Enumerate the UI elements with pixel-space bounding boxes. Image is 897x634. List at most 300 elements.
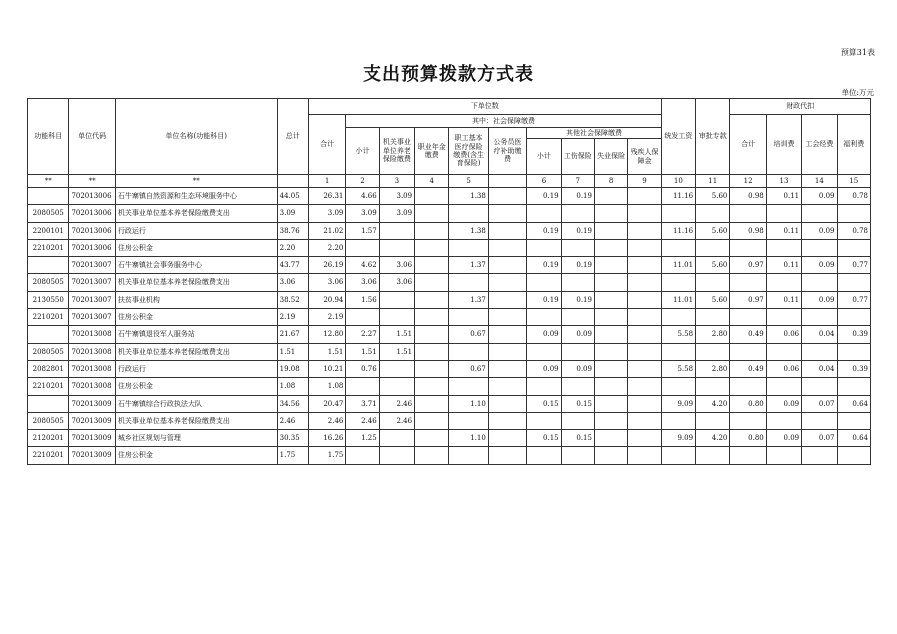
table-cell: [766, 239, 801, 256]
table-cell: 702013006: [69, 188, 115, 205]
table-cell: [449, 412, 488, 429]
table-cell: [379, 447, 414, 464]
table-cell: [379, 239, 414, 256]
table-cell: [628, 430, 661, 447]
column-index-cell: 4: [415, 175, 449, 188]
table-cell: [561, 412, 594, 429]
table-cell: [661, 309, 695, 326]
table-cell: [488, 309, 526, 326]
table-cell: 2.46: [277, 412, 308, 429]
header-pension: 机关事业单位养老保险缴费: [379, 128, 414, 175]
table-cell: 城乡社区规划与管理: [115, 430, 277, 447]
table-cell: 3.09: [277, 205, 308, 222]
table-cell: 3.09: [379, 205, 414, 222]
table-cell: 702013007: [69, 274, 115, 291]
table-cell: 702013007: [69, 309, 115, 326]
table-cell: [661, 412, 695, 429]
table-cell: [488, 326, 526, 343]
table-cell: [527, 205, 561, 222]
table-cell: 1.75: [308, 447, 345, 464]
table-cell: 0.04: [802, 326, 837, 343]
table-cell: 3.09: [346, 205, 379, 222]
column-index-cell: **: [115, 175, 277, 188]
table-cell: [628, 326, 661, 343]
table-cell: 0.15: [561, 430, 594, 447]
header-union: 工会经费: [802, 115, 837, 175]
table-cell: [28, 257, 69, 274]
table-cell: [628, 257, 661, 274]
table-cell: 0.49: [730, 326, 766, 343]
table-cell: 702013009: [69, 430, 115, 447]
table-cell: [488, 205, 526, 222]
table-cell: [661, 447, 695, 464]
table-cell: [628, 360, 661, 377]
table-cell: 34.56: [277, 395, 308, 412]
header-other-ss: 其他社会保障缴费: [527, 128, 661, 139]
table-cell: [415, 447, 449, 464]
table-cell: 机关事业单位基本养老保险缴费支出: [115, 205, 277, 222]
table-cell: [628, 205, 661, 222]
table-cell: [594, 309, 627, 326]
table-cell: [594, 205, 627, 222]
table-cell: 2.20: [308, 239, 345, 256]
table-cell: 19.08: [277, 360, 308, 377]
table-cell: 1.51: [379, 343, 414, 360]
table-cell: 2120201: [28, 430, 69, 447]
header-lower-unit: 下单位数: [308, 99, 661, 115]
table-cell: [802, 412, 837, 429]
table-cell: [802, 239, 837, 256]
table-cell: [415, 378, 449, 395]
table-cell: 住房公积金: [115, 239, 277, 256]
table-cell: 石牛寨镇自然资源和生态环境服务中心: [115, 188, 277, 205]
column-index-cell: 2: [346, 175, 379, 188]
column-index-cell: [488, 175, 526, 188]
table-cell: 702013007: [69, 257, 115, 274]
table-cell: [488, 257, 526, 274]
header-unit-code: 单位代码: [69, 99, 115, 175]
table-cell: [415, 326, 449, 343]
table-cell: [837, 309, 870, 326]
table-cell: 石牛寨镇社会事务服务中心: [115, 257, 277, 274]
table-cell: [696, 447, 730, 464]
table-cell: 扶贫事业机构: [115, 291, 277, 308]
table-cell: [488, 447, 526, 464]
table-cell: 21.02: [308, 222, 345, 239]
table-cell: 0.11: [766, 291, 801, 308]
table-cell: 3.06: [379, 257, 414, 274]
table-cell: 2200101: [28, 222, 69, 239]
table-cell: 2130550: [28, 291, 69, 308]
table-cell: 1.75: [277, 447, 308, 464]
table-cell: 3.09: [308, 205, 345, 222]
table-cell: 0.04: [802, 360, 837, 377]
column-index-cell: 5: [449, 175, 488, 188]
table-cell: [730, 309, 766, 326]
table-cell: [379, 430, 414, 447]
header-fp-sum: 合计: [730, 115, 766, 175]
table-cell: 0.67: [449, 360, 488, 377]
column-index-cell: 10: [661, 175, 695, 188]
table-cell: 2082801: [28, 360, 69, 377]
table-cell: [415, 412, 449, 429]
table-row: [28, 378, 871, 395]
table-cell: 1.51: [308, 343, 345, 360]
table-cell: 0.09: [561, 360, 594, 377]
table-cell: [488, 343, 526, 360]
table-cell: 4.20: [696, 430, 730, 447]
page-title: 支出预算拨款方式表: [363, 64, 534, 85]
table-cell: [488, 360, 526, 377]
table-cell: 0.09: [802, 222, 837, 239]
table-cell: [730, 378, 766, 395]
table-cell: [628, 343, 661, 360]
table-cell: 行政运行: [115, 360, 277, 377]
table-cell: [379, 309, 414, 326]
table-cell: [415, 291, 449, 308]
table-cell: 1.57: [346, 222, 379, 239]
table-cell: [415, 205, 449, 222]
table-cell: 0.09: [766, 395, 801, 412]
table-cell: 2210201: [28, 239, 69, 256]
table-cell: [696, 343, 730, 360]
table-cell: 0.49: [730, 360, 766, 377]
table-cell: [594, 360, 627, 377]
header-unit-name: 单位名称(功能科目): [115, 99, 277, 175]
table-cell: [594, 430, 627, 447]
table-cell: 702013007: [69, 291, 115, 308]
table-cell: [488, 222, 526, 239]
table-row: [28, 257, 871, 274]
table-cell: [415, 222, 449, 239]
table-row: [28, 326, 871, 343]
table-cell: [415, 343, 449, 360]
table-row: [28, 188, 871, 205]
header-annuity: 职业年金缴费: [415, 128, 449, 175]
budget-table: [27, 98, 871, 465]
table-cell: 0.09: [802, 291, 837, 308]
table-cell: [488, 239, 526, 256]
table-cell: [802, 447, 837, 464]
table-cell: [837, 412, 870, 429]
table-cell: 2.80: [696, 360, 730, 377]
table-cell: 2080505: [28, 274, 69, 291]
table-cell: 0.15: [561, 395, 594, 412]
column-index-cell: 11: [696, 175, 730, 188]
table-row: [28, 447, 871, 464]
table-cell: [488, 274, 526, 291]
table-cell: 1.37: [449, 291, 488, 308]
table-cell: 0.15: [527, 430, 561, 447]
table-cell: 1.25: [346, 430, 379, 447]
table-cell: 2080505: [28, 343, 69, 360]
column-index-cell: 3: [379, 175, 414, 188]
table-cell: [837, 274, 870, 291]
table-cell: 0.19: [527, 188, 561, 205]
table-cell: 2210201: [28, 309, 69, 326]
table-cell: [696, 378, 730, 395]
table-cell: 1.10: [449, 395, 488, 412]
header-social-security: 其中：社会保障缴费: [346, 115, 661, 128]
table-cell: [449, 205, 488, 222]
table-cell: [661, 378, 695, 395]
table-cell: 10.21: [308, 360, 345, 377]
table-cell: 3.06: [277, 274, 308, 291]
table-cell: [628, 291, 661, 308]
table-row: [28, 239, 871, 256]
table-cell: [561, 274, 594, 291]
table-cell: 0.64: [837, 395, 870, 412]
table-row: [28, 205, 871, 222]
table-cell: [415, 430, 449, 447]
table-cell: [527, 447, 561, 464]
table-cell: 2.46: [379, 395, 414, 412]
table-cell: [837, 343, 870, 360]
table-cell: [766, 447, 801, 464]
table-cell: [696, 412, 730, 429]
table-cell: [449, 378, 488, 395]
table-cell: 5.60: [696, 188, 730, 205]
table-cell: 702013009: [69, 447, 115, 464]
table-cell: 0.15: [527, 395, 561, 412]
table-cell: 26.31: [308, 188, 345, 205]
table-cell: 2.46: [308, 412, 345, 429]
table-cell: [527, 343, 561, 360]
table-number: 预算31表: [840, 48, 875, 57]
table-cell: 30.35: [277, 430, 308, 447]
header-ss-subtotal: 小计: [346, 128, 379, 175]
table-cell: 0.09: [527, 326, 561, 343]
table-cell: [837, 205, 870, 222]
column-index-cell: 13: [766, 175, 801, 188]
table-cell: 11.16: [661, 222, 695, 239]
table-cell: 44.05: [277, 188, 308, 205]
table-cell: [527, 274, 561, 291]
table-cell: 0.11: [766, 188, 801, 205]
table-cell: 2080505: [28, 412, 69, 429]
table-cell: [415, 309, 449, 326]
table-cell: [379, 378, 414, 395]
table-cell: 1.08: [308, 378, 345, 395]
table-cell: 21.67: [277, 326, 308, 343]
table-cell: 702013008: [69, 378, 115, 395]
table-cell: 2.46: [346, 412, 379, 429]
table-cell: [449, 447, 488, 464]
table-cell: 1.08: [277, 378, 308, 395]
table-cell: 20.47: [308, 395, 345, 412]
table-cell: 43.77: [277, 257, 308, 274]
table-cell: [415, 274, 449, 291]
table-cell: [561, 447, 594, 464]
table-cell: 2.20: [277, 239, 308, 256]
table-cell: 机关事业单位基本养老保险缴费支出: [115, 343, 277, 360]
table-cell: [696, 239, 730, 256]
table-cell: [628, 309, 661, 326]
table-row: [28, 360, 871, 377]
table-cell: 机关事业单位基本养老保险缴费支出: [115, 412, 277, 429]
table-cell: 0.98: [730, 222, 766, 239]
table-cell: 机关事业单位基本养老保险缴费支出: [115, 274, 277, 291]
table-cell: 5.58: [661, 326, 695, 343]
table-cell: 1.38: [449, 222, 488, 239]
table-cell: [561, 378, 594, 395]
header-disabled: 残疾人保障金: [628, 139, 661, 175]
header-welfare: 福利费: [837, 115, 870, 175]
table-cell: 1.51: [379, 326, 414, 343]
table-cell: [28, 188, 69, 205]
table-cell: [730, 239, 766, 256]
table-cell: [594, 188, 627, 205]
table-cell: 2.19: [277, 309, 308, 326]
table-cell: [594, 395, 627, 412]
table-cell: [696, 205, 730, 222]
table-cell: 住房公积金: [115, 309, 277, 326]
table-cell: 2.80: [696, 326, 730, 343]
table-cell: [802, 274, 837, 291]
table-cell: 702013008: [69, 360, 115, 377]
table-row: [28, 395, 871, 412]
table-cell: 2210201: [28, 378, 69, 395]
table-cell: 1.38: [449, 188, 488, 205]
table-cell: 702013009: [69, 412, 115, 429]
table-cell: [766, 412, 801, 429]
table-cell: 2.19: [308, 309, 345, 326]
table-row: [28, 291, 871, 308]
table-cell: [730, 412, 766, 429]
table-cell: [802, 309, 837, 326]
table-cell: 0.67: [449, 326, 488, 343]
table-cell: [766, 309, 801, 326]
table-cell: [594, 239, 627, 256]
table-row: [28, 222, 871, 239]
header-civil-medical: 公务员医疗补助缴费: [488, 128, 526, 175]
table-cell: [594, 412, 627, 429]
header-finance-pay: 财政代扣: [730, 99, 871, 115]
table-cell: 0.76: [346, 360, 379, 377]
table-cell: 2080505: [28, 205, 69, 222]
table-cell: 0.06: [766, 326, 801, 343]
column-index-row: [28, 175, 871, 188]
column-index-cell: 6: [527, 175, 561, 188]
table-cell: [346, 447, 379, 464]
column-index-cell: 1: [308, 175, 345, 188]
table-cell: 0.07: [802, 395, 837, 412]
table-cell: [346, 378, 379, 395]
header-unemployment: 失业保险: [594, 139, 627, 175]
table-row: [28, 412, 871, 429]
table-cell: [628, 395, 661, 412]
table-cell: 3.06: [346, 274, 379, 291]
table-cell: [488, 378, 526, 395]
table-cell: [661, 205, 695, 222]
table-cell: 2210201: [28, 447, 69, 464]
table-cell: [527, 412, 561, 429]
table-cell: 0.39: [837, 326, 870, 343]
header-medical: 职工基本医疗保险缴费(含生育保险): [449, 128, 488, 175]
table-cell: 5.60: [696, 291, 730, 308]
table-cell: [628, 447, 661, 464]
table-cell: [696, 274, 730, 291]
table-cell: [628, 274, 661, 291]
table-cell: [766, 274, 801, 291]
table-cell: [415, 239, 449, 256]
table-cell: [594, 291, 627, 308]
table-cell: [802, 205, 837, 222]
table-cell: 11.01: [661, 291, 695, 308]
table-cell: [837, 239, 870, 256]
table-cell: 702013006: [69, 239, 115, 256]
column-index-cell: 8: [594, 175, 627, 188]
table-cell: 0.77: [837, 257, 870, 274]
table-cell: [488, 188, 526, 205]
column-index-cell: 7: [561, 175, 594, 188]
table-cell: 702013008: [69, 326, 115, 343]
table-cell: 1.51: [277, 343, 308, 360]
table-cell: 3.71: [346, 395, 379, 412]
table-cell: 1.37: [449, 257, 488, 274]
table-cell: 3.06: [379, 274, 414, 291]
table-cell: [730, 447, 766, 464]
table-cell: 26.19: [308, 257, 345, 274]
table-cell: [561, 239, 594, 256]
table-cell: [449, 309, 488, 326]
table-cell: 20.94: [308, 291, 345, 308]
table-cell: [28, 395, 69, 412]
table-cell: [449, 343, 488, 360]
table-cell: 0.97: [730, 257, 766, 274]
table-cell: 9.09: [661, 395, 695, 412]
table-cell: 702013006: [69, 205, 115, 222]
table-cell: [379, 291, 414, 308]
header-salary: 统发工资: [661, 99, 695, 175]
table-cell: [628, 378, 661, 395]
column-index-cell: **: [69, 175, 115, 188]
header-training: 培训费: [766, 115, 801, 175]
table-cell: 0.19: [561, 188, 594, 205]
table-row: [28, 309, 871, 326]
table-cell: 9.09: [661, 430, 695, 447]
table-cell: [561, 343, 594, 360]
table-cell: 住房公积金: [115, 447, 277, 464]
table-cell: 2.46: [379, 412, 414, 429]
table-cell: [661, 343, 695, 360]
table-cell: 0.78: [837, 188, 870, 205]
table-cell: [346, 309, 379, 326]
table-cell: [766, 378, 801, 395]
table-cell: 0.07: [802, 430, 837, 447]
header-subtotal-sum: 合计: [308, 115, 345, 175]
column-index-cell: 12: [730, 175, 766, 188]
table-cell: 4.20: [696, 395, 730, 412]
table-cell: 住房公积金: [115, 378, 277, 395]
table-cell: 2.27: [346, 326, 379, 343]
table-cell: [527, 309, 561, 326]
table-cell: [594, 343, 627, 360]
table-cell: 0.19: [527, 222, 561, 239]
header-injury: 工伤保险: [561, 139, 594, 175]
table-cell: [594, 326, 627, 343]
table-cell: 0.09: [766, 430, 801, 447]
header-approved: 审批专款: [696, 99, 730, 175]
table-cell: 0.64: [837, 430, 870, 447]
table-cell: 0.09: [527, 360, 561, 377]
table-cell: 0.77: [837, 291, 870, 308]
table-cell: [346, 239, 379, 256]
table-cell: 0.19: [561, 291, 594, 308]
table-cell: [628, 239, 661, 256]
table-cell: [449, 274, 488, 291]
table-cell: [379, 222, 414, 239]
